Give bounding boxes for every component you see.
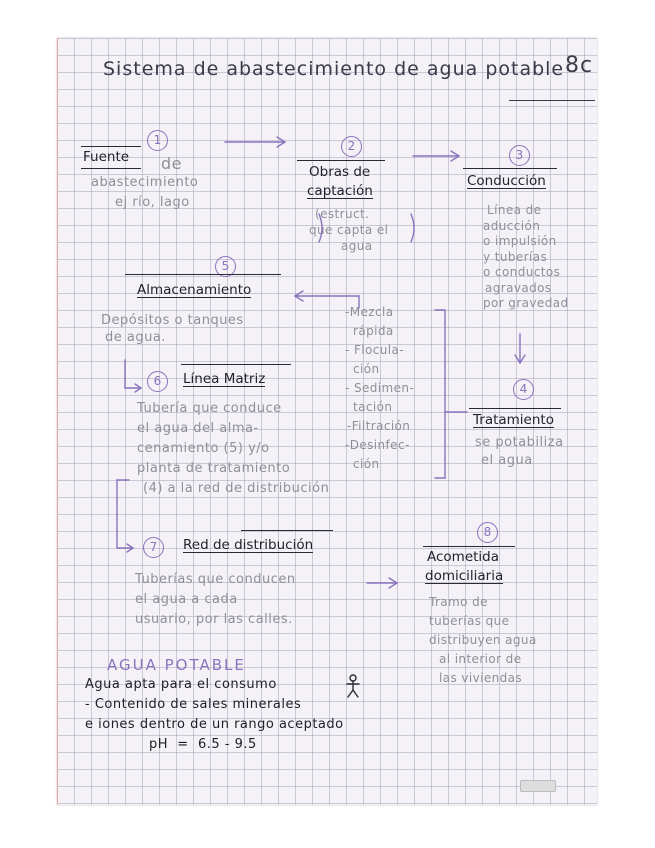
red-desc-2: el agua a cada [135, 592, 238, 607]
notebook-logo-stamp [520, 780, 556, 792]
captacion-heading-2: captación [307, 183, 373, 199]
step-number-5: 5 [215, 256, 236, 277]
acometida-desc-1: Tramo de [429, 595, 488, 609]
agua-potable-line-3: e iones dentro de un rango aceptado [85, 717, 344, 732]
fuente-desc-2: ej río, lago [115, 195, 190, 210]
acometida-heading-2: domiciliaria [425, 568, 504, 584]
conduccion-desc-7: por gravedad [483, 296, 569, 310]
acometida-desc-3: distribuyen agua [429, 633, 537, 647]
step-number-3: 3 [509, 145, 530, 166]
arrow-icon [225, 137, 285, 147]
conduccion-desc-1: Línea de [487, 203, 542, 217]
arrow-icon [117, 480, 133, 552]
linea-matriz-heading: Línea Matriz [183, 371, 266, 387]
step-number-4: 4 [513, 379, 534, 400]
agua-potable-line-2: - Contenido de sales minerales [85, 697, 302, 712]
tratamiento-desc-2: el agua [481, 453, 533, 468]
red-distribucion-heading: Red de distribución [183, 537, 314, 553]
step-number-8: 8 [477, 522, 498, 543]
treatment-step-8: -Desinfec- [345, 438, 410, 452]
captacion-desc-2: que capta el [309, 223, 389, 237]
red-desc-3: usuario, por las calles. [135, 612, 293, 627]
tratamiento-desc-1: se potabiliza [475, 435, 564, 450]
treatment-step-6: tación [353, 400, 393, 414]
acometida-desc-5: las viviendas [439, 671, 523, 685]
acometida-heading-1: Acometida [427, 549, 500, 565]
flow-arrows [57, 38, 597, 805]
linea-matriz-desc-4: planta de tratamiento [137, 461, 291, 476]
arrow-icon [125, 360, 141, 392]
almacenamiento-heading: Almacenamiento [137, 282, 252, 298]
captacion-heading-1: Obras de [309, 164, 371, 180]
arrow-icon [413, 151, 459, 161]
arrow-icon [295, 291, 359, 308]
agua-potable-line-1: Agua apta para el consumo [85, 677, 277, 692]
conduccion-heading: Conducción [467, 173, 546, 189]
fuente-de: de [161, 154, 182, 173]
captacion-bracket-right [411, 214, 414, 242]
stick-figure-icon [347, 675, 359, 697]
arrow-icon [367, 578, 397, 588]
tratamiento-heading: Tratamiento [473, 412, 554, 428]
conduccion-desc-5: o conductos [483, 265, 561, 279]
conduccion-desc-3: o impulsión [483, 234, 557, 248]
linea-matriz-desc-5: (4) a la red de distribución [143, 481, 330, 496]
treatment-step-5: - Sedimen- [345, 381, 415, 395]
captacion-desc-1: (estruct. [315, 207, 370, 221]
step-number-6: 6 [147, 371, 168, 392]
almacenamiento-desc-1: Depósitos o tanques [101, 313, 244, 328]
step-number-2: 2 [341, 136, 362, 157]
treatment-step-4: ción [353, 362, 380, 376]
conduccion-desc-4: y tuberías [483, 249, 548, 264]
conduccion-desc-2: aducción [483, 218, 541, 233]
treatment-step-2: rápida [353, 324, 394, 338]
fuente-desc-1: abastecimiento [91, 175, 199, 190]
page-title: Sistema de abastecimiento de agua potable [103, 58, 565, 80]
treatment-step-3: - Flocula- [345, 343, 404, 357]
captacion-desc-3: agua [341, 239, 373, 253]
acometida-desc-4: al interior de [439, 652, 522, 666]
linea-matriz-desc-3: cenamiento (5) y/o [137, 441, 270, 456]
linea-matriz-desc-2: el agua del alma- [137, 421, 259, 436]
red-desc-1: Tuberías que conducen [135, 572, 296, 587]
fuente-heading: Fuente [83, 149, 130, 165]
arrow-icon [515, 334, 525, 363]
captacion-bracket-left [319, 214, 322, 242]
linea-matriz-desc-1: Tubería que conduce [137, 401, 282, 416]
agua-potable-heading: AGUA POTABLE [107, 656, 246, 674]
notebook-page [57, 38, 597, 805]
almacenamiento-desc-2: de agua. [105, 330, 166, 345]
agua-potable-line-4: pH = 6.5 - 9.5 [149, 737, 257, 752]
acometida-desc-2: tuberías que [429, 614, 510, 628]
page-number: 8c [565, 53, 594, 78]
treatment-bracket [435, 310, 467, 478]
step-number-7: 7 [143, 537, 164, 558]
treatment-step-1: -Mezcla [345, 305, 394, 319]
treatment-step-7: -Filtración [347, 419, 411, 433]
step-number-1: 1 [147, 130, 168, 151]
treatment-step-9: ción [353, 457, 380, 471]
conduccion-desc-6: agravados [485, 280, 552, 295]
